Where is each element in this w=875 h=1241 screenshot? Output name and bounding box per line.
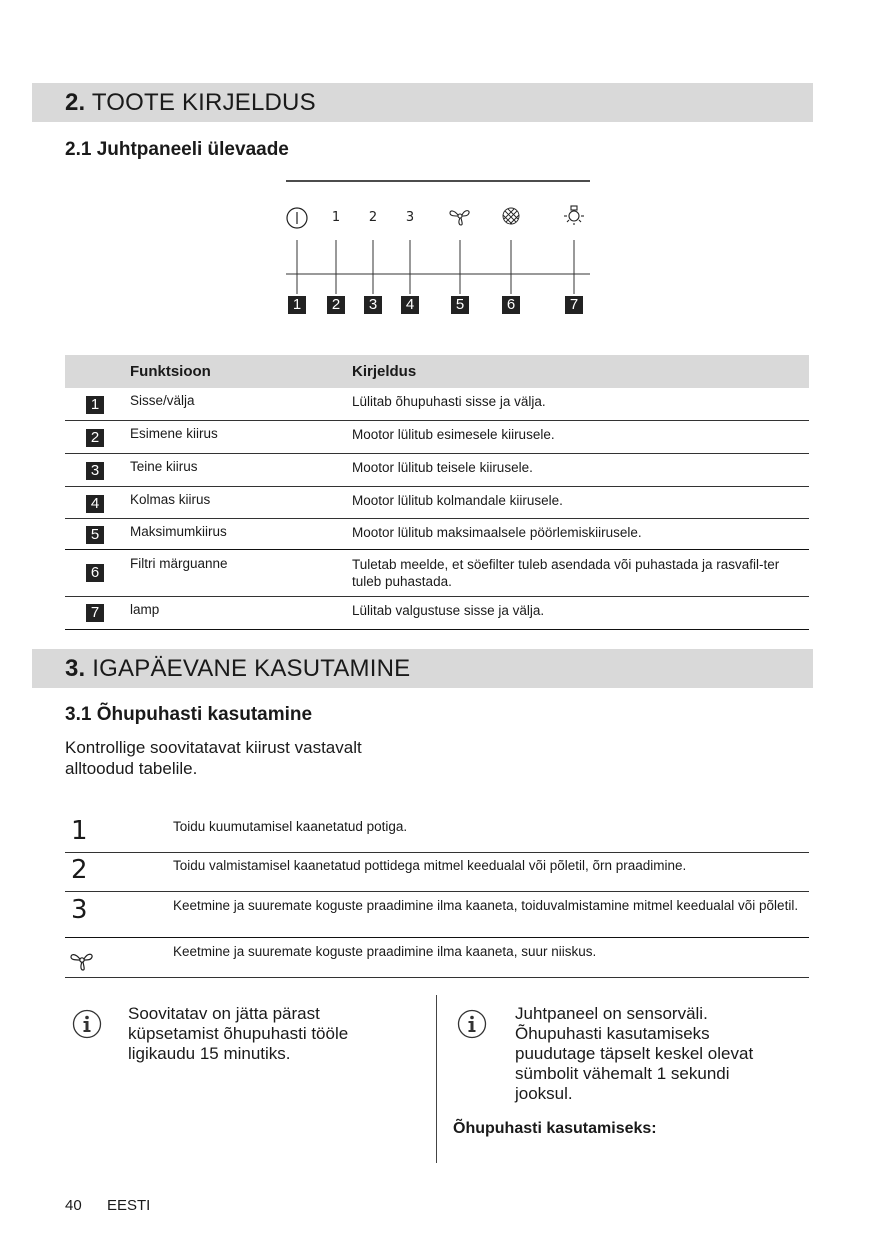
function-table [65, 355, 809, 631]
usage-row [65, 812, 809, 853]
usage-symbol: 2 [71, 855, 88, 885]
row-function: Filtri märguanne [130, 556, 228, 571]
row-description: Tuletab meelde, et söefilter tuleb asendada või puhastada ja rasvafil-ter tuleb puhastada. [352, 557, 780, 589]
section-3-header [32, 649, 813, 688]
usage-symbol: 3 [71, 895, 88, 925]
section-3-number: 3. [65, 655, 86, 682]
usage-symbol: 1 [71, 816, 88, 846]
row-description: Mootor lülitub esimesele kiirusele. [352, 427, 555, 442]
section-2-title: TOOTE KIRJELDUS [91, 89, 316, 116]
row-function: Sisse/välja [130, 393, 195, 408]
speed-1-symbol: 1 [331, 210, 341, 225]
table-row [65, 454, 809, 487]
row-badge: 2 [86, 429, 104, 447]
info-icon [457, 1009, 487, 1039]
table-row [65, 421, 809, 454]
row-function: Teine kiirus [130, 459, 198, 474]
usage-text: Toidu valmistamisel kaanetatud pottidega mitmel keedualal või põletil, õrn praadimine. [173, 858, 687, 873]
col-description-header: Kirjeldus [352, 363, 417, 380]
panel-badge-4: 4 [401, 296, 419, 314]
table-row [65, 551, 809, 597]
note-right-heading: Õhupuhasti kasutamiseks: [453, 1120, 657, 1137]
section-2-number: 2. [65, 89, 86, 116]
table-row [65, 519, 809, 550]
row-description: Mootor lülitub teisele kiirusele. [352, 460, 533, 475]
row-function: Kolmas kiirus [130, 492, 211, 507]
function-table-header [65, 355, 809, 388]
usage-text: Toidu kuumutamisel kaanetatud potiga. [173, 819, 408, 834]
subsection-2-1-title: 2.1 Juhtpaneeli ülevaade [65, 139, 289, 160]
row-description: Lülitab õhupuhasti sisse ja välja. [352, 394, 546, 409]
panel-badge-2: 2 [327, 296, 345, 314]
footer-language: EESTI [107, 1197, 151, 1214]
usage-text: Keetmine ja suuremate koguste praadimine ilma kaaneta, toiduvalmistamine mitmel keedualal või põletil. [173, 898, 799, 913]
filter-icon [503, 208, 519, 224]
row-badge: 4 [86, 495, 104, 513]
intro-text: Kontrollige soovitatavat kiirust vastavalt alltoodud tabelile. [65, 738, 362, 778]
panel-badge-3: 3 [364, 296, 382, 314]
note-right: Juhtpaneel on sensorväli. Õhupuhasti kasutamiseks puudutage täpselt keskel olevat sümbolit vähemalt 1 sekundi jooksul. [515, 1004, 754, 1103]
power-icon [287, 208, 307, 228]
usage-text: Keetmine ja suuremate koguste praadimine ilma kaaneta, suur niiskus. [173, 944, 597, 959]
table-row [65, 487, 809, 519]
usage-row [65, 853, 809, 892]
lamp-icon [564, 206, 584, 225]
table-row [65, 388, 809, 421]
usage-row [65, 939, 809, 978]
speed-2-symbol: 2 [368, 210, 378, 225]
subsection-3-1-title: 3.1 Õhupuhasti kasutamine [65, 704, 313, 725]
row-description: Mootor lülitub maksimaalsele pöörlemiskiirusele. [352, 525, 642, 540]
speed-3-symbol: 3 [405, 210, 415, 225]
row-badge: 5 [86, 526, 104, 544]
info-icon [72, 1009, 102, 1039]
panel-badge-6: 6 [502, 296, 520, 314]
note-left: Soovitatav on jätta pärast küpsetamist õhupuhasti tööle ligikaudu 15 minutiks. [128, 1004, 349, 1063]
section-2-header [32, 83, 813, 122]
panel-badge-1: 1 [288, 296, 306, 314]
row-badge: 6 [86, 564, 104, 582]
row-description: Lülitab valgustuse sisse ja välja. [352, 603, 545, 618]
row-function: Maksimumkiirus [130, 524, 227, 539]
notes-divider [436, 995, 437, 1163]
row-badge: 1 [86, 396, 104, 414]
row-badge: 7 [86, 604, 104, 622]
section-3-title: IGAPÄEVANE KASUTAMINE [92, 655, 411, 682]
row-description: Mootor lülitub kolmandale kiirusele. [352, 493, 563, 508]
row-function: Esimene kiirus [130, 426, 218, 441]
page-number: 40 [65, 1197, 82, 1214]
table-row [65, 597, 809, 630]
panel-badge-5: 5 [451, 296, 469, 314]
row-badge: 3 [86, 462, 104, 480]
col-function-header: Funktsioon [130, 363, 211, 380]
fan-max-icon [70, 949, 94, 971]
fan-max-icon [450, 211, 469, 225]
row-function: lamp [130, 602, 160, 617]
panel-badge-7: 7 [565, 296, 583, 314]
usage-row [65, 892, 809, 938]
